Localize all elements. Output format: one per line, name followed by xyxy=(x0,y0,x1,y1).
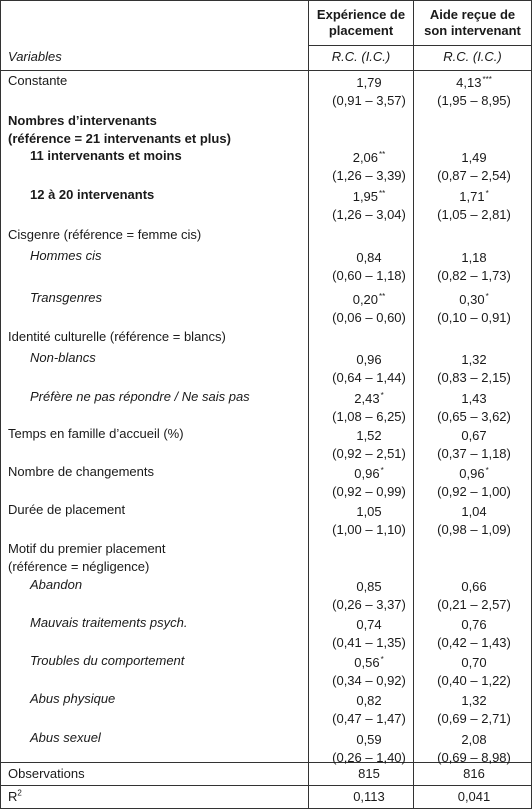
value-cell-col2 xyxy=(415,390,532,426)
r2-col1: 0,113 xyxy=(353,789,385,804)
row-label: Constante xyxy=(8,73,68,88)
coefficient: 0,67 xyxy=(461,428,487,443)
confidence-interval: (0,69 – 2,71) xyxy=(437,711,511,726)
row-label: Hommes cis xyxy=(30,248,102,263)
value-cell-col2 xyxy=(415,74,532,110)
value-cell-col1 xyxy=(310,390,428,426)
coefficient: 0,96 xyxy=(356,352,382,367)
value-cell-col2 xyxy=(415,465,532,501)
observations-col1: 815 xyxy=(358,766,380,781)
value-cell-col2 xyxy=(415,291,532,327)
row-label: Nombres d’intervenants (référence = 21 intervenants et plus) xyxy=(8,113,231,146)
row-label: Abus sexuel xyxy=(30,730,101,745)
confidence-interval: (0,21 – 2,57) xyxy=(437,597,511,612)
coefficient: 1,18 xyxy=(461,250,487,265)
value-cell-col1 xyxy=(310,249,428,285)
value-cell-col1 xyxy=(310,578,428,614)
value-cell-col2 xyxy=(415,503,532,539)
coefficient: 4,13 xyxy=(456,75,482,90)
confidence-interval: (0,42 – 1,43) xyxy=(437,635,511,650)
significance-marker: ** xyxy=(379,149,386,159)
value-cell-col2 xyxy=(415,616,532,652)
observations-rule xyxy=(0,785,532,786)
coefficient: 0,84 xyxy=(356,250,382,265)
row-label: Troubles du comportement xyxy=(30,653,185,668)
row-label: Abandon xyxy=(30,577,83,592)
coefficient: 1,05 xyxy=(356,504,382,519)
value-cell-col2 xyxy=(415,692,532,728)
r2-label: $R^2$ xyxy=(8,788,22,804)
value-cell-col2 xyxy=(415,427,532,463)
row-label: Cisgenre (référence = femme cis) xyxy=(8,227,202,242)
value-cell-col2 xyxy=(415,351,532,387)
subheader-underline xyxy=(0,70,532,71)
value-cell-col2 xyxy=(415,149,532,185)
coefficient: 0,20 xyxy=(352,292,379,307)
value-cell-col1 xyxy=(310,731,428,767)
confidence-interval: (1,05 – 2,81) xyxy=(437,207,511,222)
row-label: Durée de placement xyxy=(8,502,126,517)
value-cell-col1 xyxy=(310,351,428,387)
value-cell-col1 xyxy=(310,616,428,652)
value-cell-col1 xyxy=(310,74,428,110)
confidence-interval: (0,60 – 1,18) xyxy=(332,268,406,283)
coefficient: 0,59 xyxy=(356,732,382,747)
col2-header: Aide reçue de son intervenant xyxy=(424,7,521,38)
coefficient: 1,43 xyxy=(461,391,487,406)
confidence-interval: (0,06 – 0,60) xyxy=(332,310,406,325)
row-label: Abus physique xyxy=(30,691,116,706)
value-cell-col1 xyxy=(310,427,428,463)
coefficient: 1,79 xyxy=(356,75,382,90)
confidence-interval: (0,91 – 3,57) xyxy=(332,93,406,108)
value-cell-col2 xyxy=(415,188,532,224)
confidence-interval: (0,26 – 3,37) xyxy=(332,597,406,612)
confidence-interval: (0,92 – 2,51) xyxy=(332,446,406,461)
coefficient: 1,32 xyxy=(461,352,487,367)
confidence-interval: (0,83 – 2,15) xyxy=(437,370,511,385)
confidence-interval: (0,82 – 1,73) xyxy=(437,268,511,283)
confidence-interval: (0,47 – 1,47) xyxy=(332,711,406,726)
confidence-interval: (0,92 – 0,99) xyxy=(332,484,406,499)
coefficient: 0,96 xyxy=(459,466,485,481)
coefficient: 1,32 xyxy=(461,693,487,708)
confidence-interval: (0,34 – 0,92) xyxy=(332,673,406,688)
coefficient: 0,70 xyxy=(461,655,487,670)
coefficient: 1,95 xyxy=(352,189,379,204)
coefficient: 0,96 xyxy=(354,466,380,481)
row-label: Préfère ne pas répondre / Ne sais pas xyxy=(30,389,250,404)
row-label: Motif du premier placement (référence = négligence) xyxy=(8,541,166,574)
coefficient: 2,08 xyxy=(461,732,487,747)
value-cell-col1 xyxy=(310,465,428,501)
confidence-interval: (1,00 – 1,10) xyxy=(332,522,406,537)
significance-marker: * xyxy=(485,465,489,475)
coefficient: 0,66 xyxy=(461,579,487,594)
row-label: Nombre de changements xyxy=(8,464,154,479)
confidence-interval: (1,26 – 3,39) xyxy=(332,168,406,183)
coefficient: 2,06 xyxy=(352,150,379,165)
row-label: Temps en famille d’accueil (%) xyxy=(8,426,184,441)
confidence-interval: (1,08 – 6,25) xyxy=(332,409,406,424)
header-underline xyxy=(308,45,532,46)
coefficient: 0,74 xyxy=(356,617,382,632)
value-cell-col1 xyxy=(310,149,428,185)
value-cell-col2 xyxy=(415,654,532,690)
coefficient: 0,76 xyxy=(461,617,487,632)
col1-header: Expérience de placement xyxy=(316,7,406,38)
confidence-interval: (1,95 – 8,95) xyxy=(437,93,511,108)
value-cell-col1 xyxy=(310,692,428,728)
value-cell-col2 xyxy=(415,578,532,614)
confidence-interval: (0,26 – 1,40) xyxy=(332,750,406,765)
variables-header: Variables xyxy=(8,49,62,64)
confidence-interval: (0,87 – 2,54) xyxy=(437,168,511,183)
row-label: 11 intervenants et moins xyxy=(30,148,182,163)
significance-marker: ** xyxy=(379,291,386,301)
value-cell-col2 xyxy=(415,249,532,285)
coefficient: 1,04 xyxy=(461,504,487,519)
r2-col2: 0,041 xyxy=(457,789,491,804)
table-border-top xyxy=(0,0,532,1)
significance-marker: ** xyxy=(379,188,386,198)
observations-col2: 816 xyxy=(463,766,485,781)
coefficient: 1,52 xyxy=(356,428,382,443)
confidence-interval: (0,40 – 1,22) xyxy=(437,673,511,688)
confidence-interval: (0,64 – 1,44) xyxy=(332,370,406,385)
confidence-interval: (0,98 – 1,09) xyxy=(437,522,511,537)
confidence-interval: (0,69 – 8,98) xyxy=(437,750,511,765)
col2-subheader: R.C. (I.C.) xyxy=(443,49,502,64)
confidence-interval: (0,10 – 0,91) xyxy=(437,310,511,325)
coefficient: 0,85 xyxy=(356,579,382,594)
coefficient: 1,49 xyxy=(461,150,487,165)
value-cell-col1 xyxy=(310,291,428,327)
column-divider-1 xyxy=(308,0,309,809)
significance-marker: * xyxy=(485,188,489,198)
significance-marker: * xyxy=(485,291,489,301)
confidence-interval: (0,37 – 1,18) xyxy=(437,446,511,461)
row-label: Transgenres xyxy=(30,290,103,305)
significance-marker: * xyxy=(380,654,384,664)
coefficient: 2,43 xyxy=(354,391,380,406)
row-label: Non-blancs xyxy=(30,350,96,365)
table-border-left xyxy=(0,0,1,809)
row-label: Mauvais traitements psych. xyxy=(30,615,188,630)
significance-marker: * xyxy=(380,465,384,475)
value-cell-col1 xyxy=(310,188,428,224)
value-cell-col1 xyxy=(310,654,428,690)
coefficient: 0,82 xyxy=(356,693,382,708)
row-label: Identité culturelle (référence = blancs) xyxy=(8,329,226,344)
confidence-interval: (0,41 – 1,35) xyxy=(332,635,406,650)
significance-marker: *** xyxy=(482,74,492,84)
value-cell-col2 xyxy=(415,731,532,767)
confidence-interval: (0,65 – 3,62) xyxy=(437,409,511,424)
coefficient: 1,71 xyxy=(459,189,485,204)
coefficient: 0,30 xyxy=(459,292,485,307)
coefficient: 0,56 xyxy=(354,655,380,670)
value-cell-col1 xyxy=(310,503,428,539)
col1-subheader: R.C. (I.C.) xyxy=(331,49,391,64)
row-label: 12 à 20 intervenants xyxy=(30,187,155,202)
observations-label: Observations xyxy=(8,766,85,781)
confidence-interval: (0,92 – 1,00) xyxy=(437,484,511,499)
significance-marker: * xyxy=(380,390,384,400)
confidence-interval: (1,26 – 3,04) xyxy=(332,207,406,222)
